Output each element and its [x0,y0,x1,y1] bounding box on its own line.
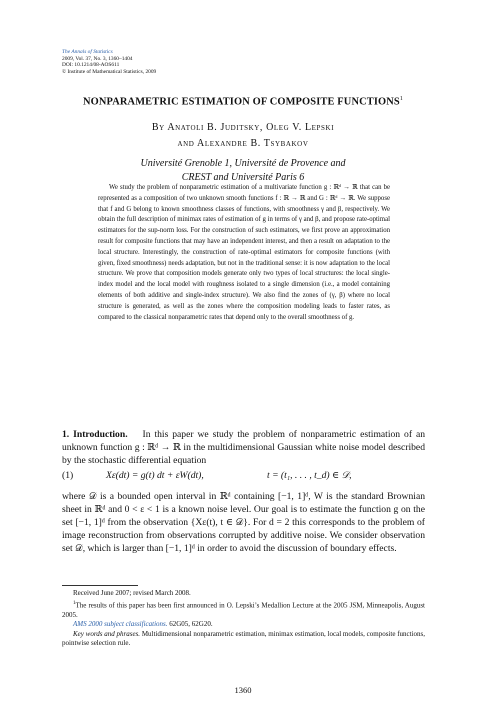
title-footnote-mark[interactable]: 1 [399,96,404,102]
equation-number: (1) [62,470,74,481]
abstract-text: We study the problem of nonparametric estimation of a multivariate function g : ℝᵈ → ℝ that can be represented as a composition of two unknown smooth functions f : ℝ → ℝ and G : ℝᵈ → ℝ. We suppose that f and G belong to known smoothness classes of functions, with smoothness γ and β, respectively. We obtain the full description of minimax rates of estimation of g in terms of γ and β, and propose rate-optimal estimators for the sup-norm loss. For the construction of such estimators, we first prove an approximation result for composite functions that may have an independent interest, and then a result on adaptation to the local structure. Interestingly, the construction of rate-optimal estimators for composite functions (with given, fixed smoothness) needs adaptation, but not in the traditional sense: it is now adaptation to the local structure. We prove that composition models generate only two types of local structures: the local single-index model and the local model with roughness isolated to a single dimension (i.e., a model containing elements of both additive and single-index structure). We also find the zones of (γ, β) where no local structure is generated, as well as the zones where the composition modeling leads to faster rates, as compared to the classical nonparametric rates that depend only to the overall smoothness of g. [98,184,390,321]
affiliation [0,157,486,185]
journal-header [62,49,156,75]
affiliation-line-1: Université Grenoble 1, Université de Provence and [140,158,346,169]
footnote-divider [62,585,138,586]
keywords: Multidimensional nonparametric estimation, minimax estimation, local models, composite functions, pointwise selection rule. [62,629,425,648]
footnote-1: The results of this paper has been first announced in O. Lepski’s Medallion Lecture at the 2005 JSM, Minneapolis, August 2005. [62,600,425,619]
abstract [98,183,390,323]
page-number: 1360 [234,685,252,695]
equation-1 [62,470,425,484]
equation-lhs: Xε(dt) = g(t) dt + εW(dt), [106,470,204,481]
section-heading: 1. Introduction. [62,429,128,440]
journal-volume: 2009, Vol. 37, No. 3, 1360–1404 [62,55,133,62]
intro-text: In this paper we study the problem of nonparametric estimation of an unknown function g : ℝᵈ → ℝ in the multidimensional Gaussian white noise model described by the stochastic differential equation [62,429,425,466]
paper-title [0,96,486,107]
authors-line-2: and Alexandre B. Tsybakov [177,138,309,149]
ams-label[interactable]: AMS 2000 subject classifications. [73,620,168,629]
journal-copyright: © Institute of Mathematical Statistics, 2009 [62,68,157,75]
authors [0,120,486,152]
ams-codes: 62G05, 62G20. [169,620,213,629]
body-paragraph: where 𝒟 is a bounded open interval in ℝᵈ containing [−1, 1]ᵈ, W is the standard Brownian sheet in ℝᵈ and 0 < ε < 1 is a known noise level. Our goal is to estimate the function g on the set [−1, 1]ᵈ from the observation {Xε(t), t ∈ 𝒟}. For d = 2 this corresponds to the problem of image reconstruction from observations corrupted by additive noise. We consider observation set 𝒟, which is larger than [−1, 1]ᵈ in order to avoid the discussion of boundary effects. [62,491,425,555]
introduction [62,428,425,467]
equation-rhs: t = (t₁, . . . , t_d) ∈ 𝒟, [267,470,352,481]
journal-doi: DOI: 10.1214/08-AOS611 [62,62,120,69]
received-dates: Received June 2007; revised March 2008. [73,589,191,597]
affiliation-line-2: CREST and Université Paris 6 [181,172,305,183]
paper-title-text: NONPARAMETRIC ESTIMATION OF COMPOSITE FUNCTIONS [82,96,400,108]
keywords-label: Key words and phrases. [73,629,141,638]
footnotes [62,589,425,649]
authors-line-1: By Anatoli B. Juditsky, Oleg V. Lepski [151,122,335,133]
footnote-1-mark: 1 [73,600,76,606]
journal-name[interactable]: The Annals of Statistics [62,49,113,55]
